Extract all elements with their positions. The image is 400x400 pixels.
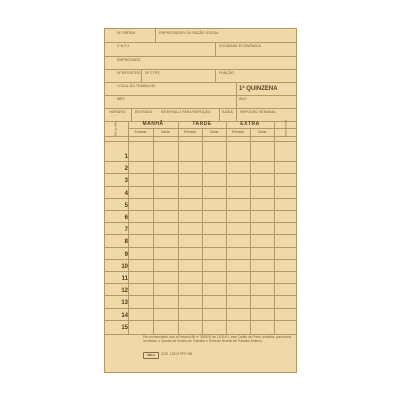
horario-label: HORÁRIO: [109, 110, 126, 114]
extra-entrada-header: Entrada: [232, 130, 244, 134]
day-number: 4: [124, 190, 128, 197]
day-number: 15: [121, 324, 128, 331]
row-divider: [105, 222, 296, 223]
atividade-label: ATIVIDADE ECONÔMICA: [219, 44, 261, 48]
repouso-label: REPOUSO SEMANAL: [240, 110, 277, 114]
day-number: 1: [124, 154, 128, 160]
day-number: 5: [124, 202, 128, 209]
day-number: 9: [124, 251, 128, 258]
day-number: 12: [121, 288, 128, 295]
tarde-entrada-header: Entrada: [184, 130, 196, 134]
horas-extras-label: Horas Extras: [283, 119, 288, 138]
row-divider: [105, 320, 296, 321]
ctps-label: Nº CTPS: [145, 71, 160, 75]
empregador-label: EMPREGADOR OU RAZÃO SOCIAL: [159, 31, 219, 35]
mes-label: MÊS: [117, 97, 125, 101]
day-number: 6: [124, 215, 128, 221]
brand-logo: tilibra: [143, 352, 159, 359]
day-number: 10: [121, 263, 128, 270]
cnpj-label: C.N.P.J.: [117, 44, 130, 48]
registro-label: Nº REGISTRO: [117, 71, 141, 75]
tarde-header: TARDE: [192, 121, 212, 127]
manha-saida-header: Saída: [161, 130, 170, 134]
local-label: LOCAL DO TRABALHO: [117, 84, 156, 88]
row-divider: [105, 271, 296, 272]
row-divider: [105, 198, 296, 199]
row-divider: [105, 186, 296, 187]
product-code: CÓD. 13013 TIPO RB: [161, 352, 193, 356]
day-number: 3: [124, 178, 128, 185]
funcao-label: FUNÇÃO: [219, 71, 235, 75]
dia-do-mes-label: Dia do Mês: [113, 121, 118, 137]
row-divider: [105, 295, 296, 296]
row-divider: [105, 173, 296, 174]
ordem-label: Nº ORDEM: [117, 31, 136, 35]
entrada-label: ENTRADA: [135, 110, 153, 114]
day-number: 14: [121, 312, 128, 319]
row-divider: [105, 308, 296, 309]
extra-header: EXTRA: [240, 121, 260, 127]
ano-label: ANO: [239, 97, 247, 101]
day-number: 2: [124, 166, 128, 173]
intervalo-label: INTERVALO PARA REFEIÇÃO: [161, 110, 211, 114]
tarde-saida-header: Saída: [209, 130, 219, 134]
row-divider: [105, 210, 296, 211]
day-number: 11: [121, 276, 128, 282]
quinzena-label: 1ª QUINZENA: [239, 86, 278, 92]
day-number: 13: [121, 300, 128, 307]
manha-entrada-header: Entrada: [134, 130, 147, 134]
row-divider: [105, 283, 296, 284]
manha-header: MANHÃ: [142, 121, 164, 127]
extra-saida-header: Saída: [257, 130, 267, 134]
empregado-label: EMPREGADO: [117, 58, 141, 62]
row-divider: [105, 247, 296, 248]
saida-label: SAÍDA: [222, 110, 233, 114]
day-number: 7: [124, 227, 128, 234]
time-card: [104, 28, 297, 373]
row-divider: [105, 259, 296, 260]
row-divider: [105, 161, 296, 162]
day-number: 8: [124, 239, 128, 246]
row-divider: [105, 234, 296, 235]
footer-note: Em conformidade com a Portaria MB nº 3626/91 de 13/11/91, este Cartão de Ponto, substitui, para todos os efeitos, o Quadro de Horário de Trabalho e Ficha de Horário de Trabalho Externo.: [143, 335, 292, 344]
